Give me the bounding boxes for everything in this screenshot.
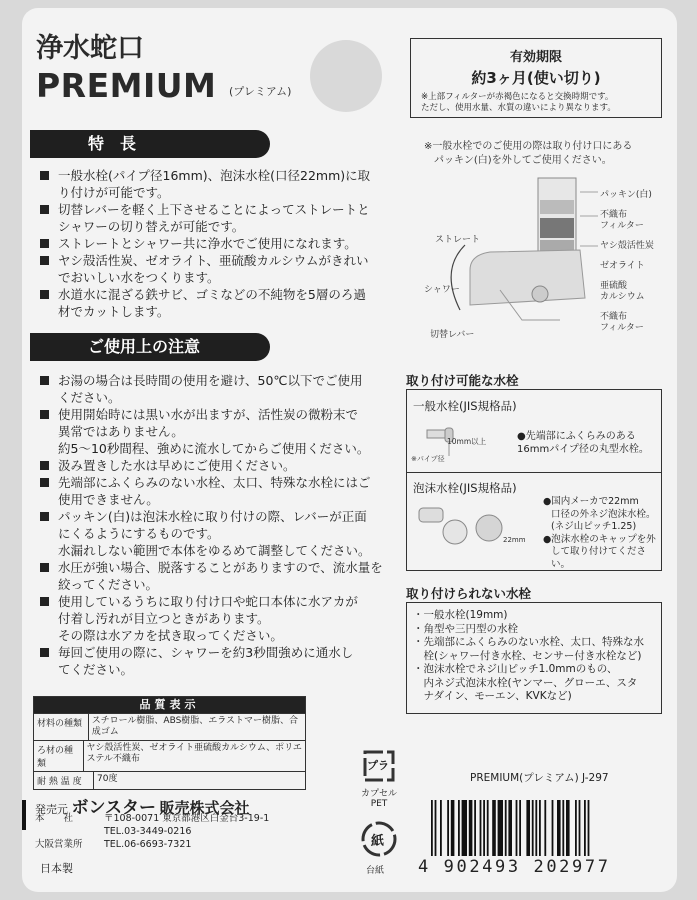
- barcode-bar: [483, 800, 485, 856]
- paper-label: 台紙: [366, 866, 385, 876]
- label-filter-1a: 不織布: [600, 210, 628, 220]
- barcode-bar: [458, 800, 460, 856]
- quality-row: [34, 713, 305, 740]
- honsha-tel: TEL.03-3449-0216: [104, 826, 192, 837]
- recycle-pla-text: プラ: [367, 759, 389, 772]
- quality-value: スチロール樹脂、ABS樹脂、エラストマー樹脂、合成ゴム: [91, 716, 299, 737]
- recycle-paper-mark: [360, 820, 398, 858]
- diagram-note: ※一般水栓でのご使用の際は取り付け口にある パッキン(白)を外してご使用ください。: [424, 141, 633, 166]
- barcode-digits: 4 902493 202977: [418, 857, 611, 877]
- list-item: ヤシ殻活性炭、ゼオライト、亜硫酸カルシウムがきれい: [38, 252, 398, 269]
- features-heading: 特 長: [30, 130, 270, 158]
- barcode-bar: [505, 800, 507, 856]
- barcode-bar: [557, 800, 561, 856]
- quality-row: [34, 771, 305, 789]
- list-item-continued: シャワーの切り替えが可能です。: [58, 219, 245, 234]
- list-item: 一般水栓(パイプ径16mm)、泡沫水栓(口径22mm)に取: [38, 167, 398, 184]
- made-in: 日本製: [40, 862, 73, 875]
- label-packing: パッキン(白): [600, 190, 652, 200]
- barcode: [425, 800, 653, 862]
- edge-mark: [22, 800, 26, 830]
- list-item: 汲み置きした水は早めにご使用ください。: [38, 457, 398, 474]
- barcode-bar: [579, 800, 581, 856]
- fit-divider: [407, 472, 661, 473]
- foam-desc: ●国内メーカで22mm 口径の外ネジ泡沫水栓。 (ネジ山ピッチ1.25) ●泡沫水栓のキャップを外 して取り付けてください。: [543, 496, 656, 570]
- quality-key: 耐 熱 温 度: [34, 772, 94, 789]
- label-filter-2a: 不織布: [600, 312, 628, 322]
- list-item-continued: にくるようにするものです。: [58, 526, 220, 541]
- expiry-value: 約3ヶ月(使い切り): [471, 69, 601, 87]
- list-item-continued: 使用できません。: [58, 492, 159, 507]
- barcode-bar: [544, 800, 546, 856]
- fit-general-heading: 一般水栓(JIS規格品): [413, 399, 517, 413]
- osaka-tel: TEL.06-6693-7321: [104, 839, 192, 850]
- barcode-bar: [535, 800, 537, 856]
- barcode-bar: [539, 800, 541, 856]
- barcode-bar: [498, 800, 503, 856]
- label-calcium-a: 亜硫酸: [600, 281, 628, 291]
- list-item-continued: り付けが可能です。: [58, 185, 170, 200]
- paper-text: 紙: [371, 834, 385, 849]
- barcode-bar: [519, 800, 521, 856]
- label-filter-1b: フィルター: [600, 221, 644, 231]
- general-dim: 10mm以上: [447, 437, 487, 446]
- osaka-label: 大阪営業所: [35, 839, 83, 850]
- list-item-continued: その際は水アカを拭き取ってください。: [58, 628, 283, 643]
- label-zeolite: ゼオライト: [600, 261, 645, 271]
- general-pipe-note: ※パイプ径: [411, 455, 445, 463]
- nofit-heading: 取り付けられない水栓: [406, 586, 532, 601]
- barcode-bar: [480, 800, 482, 856]
- fit-box: [406, 389, 662, 571]
- list-item: ストレートとシャワー共に浄水でご使用になれます。: [38, 235, 398, 252]
- list-item-continued: でおいしい水をつくります。: [58, 270, 220, 285]
- barcode-bar: [435, 800, 437, 856]
- list-item-continued: 異常ではありません。: [58, 424, 184, 439]
- barcode-bar: [447, 800, 449, 856]
- list-item: 使用しているうちに取り付け口や蛇口本体に水アカが: [38, 593, 398, 610]
- quality-key: ろ材の種類: [34, 741, 84, 771]
- barcode-bar: [508, 800, 512, 856]
- nofit-line: 栓(シャワー付き水栓、センサー付き水栓など): [413, 649, 642, 662]
- hanging-hole: [310, 40, 382, 112]
- barcode-bar: [451, 800, 455, 856]
- seller-suffix: 販売株式会社: [159, 799, 250, 817]
- quality-table: [33, 696, 306, 790]
- nofit-line: ・一般水栓(19mm): [413, 609, 508, 621]
- barcode-bar: [431, 800, 433, 856]
- quality-key: 材料の種類: [34, 714, 89, 740]
- list-item: 切替レバーを軽く上下させることによってストレートと: [38, 201, 398, 218]
- product-title: 浄水蛇口: [36, 33, 144, 64]
- barcode-bar: [474, 800, 476, 856]
- barcode-bar: [552, 800, 554, 856]
- label-coconut-carbon: ヤシ殻活性炭: [600, 241, 654, 251]
- general-desc: ●先端部にふくらみのある 16mmパイプ径の丸型水栓。: [517, 431, 649, 455]
- barcode-bar: [588, 800, 590, 856]
- label-calcium-b: カルシウム: [600, 292, 645, 302]
- nofit-line: 内ネジ式泡沫水栓(ヤンマー、グローエ、スタ: [413, 676, 638, 689]
- quality-value: 70度: [97, 774, 118, 784]
- filter-diagram: [410, 170, 670, 345]
- quality-heading: 品質表示: [34, 697, 305, 713]
- list-item-continued: てください。: [58, 662, 134, 677]
- barcode-bar: [562, 800, 564, 856]
- list-item-continued: 約5～10秒間程、強めに流水してからご使用ください。: [58, 441, 370, 456]
- barcode-bar: [487, 800, 489, 856]
- barcode-bar: [526, 800, 530, 856]
- nofit-box: [406, 602, 662, 714]
- barcode-bar: [440, 800, 442, 856]
- fit-heading: 取り付け可能な水栓: [406, 373, 519, 388]
- recycle-pla-mark: [357, 744, 401, 788]
- features-list: [38, 167, 398, 320]
- barcode-bar: [532, 800, 534, 856]
- product-subtitle-ruby: (プレミアム): [229, 85, 292, 98]
- list-item-continued: 材でカットします。: [58, 304, 170, 319]
- seller-prefix: 発売元: [35, 803, 68, 816]
- list-item: お湯の場合は長時間の使用を避け、50℃以下でご使用: [38, 372, 398, 389]
- expiry-box: [410, 38, 662, 118]
- barcode-bar: [575, 800, 577, 856]
- barcode-bar: [516, 800, 518, 856]
- product-subtitle: PREMIUM: [36, 66, 217, 105]
- seller-brand: ボンスター: [71, 798, 156, 818]
- barcode-bar: [566, 800, 570, 856]
- fit-foam-heading: 泡沫水栓(JIS規格品): [413, 481, 517, 495]
- barcode-bar: [462, 800, 467, 856]
- list-item-continued: 絞ってください。: [58, 577, 159, 592]
- nofit-line: ナダイン、モーエン、KVKなど): [413, 690, 572, 702]
- cautions-heading: ご使用上の注意: [30, 333, 270, 361]
- label-shower: シャワー: [424, 285, 460, 295]
- barcode-bar: [469, 800, 473, 856]
- nofit-line: ・先端部にふくらみのない水栓、太口、特殊な水: [413, 636, 644, 648]
- nofit-line: ・角型や三円型の水栓: [413, 622, 518, 635]
- foam-faucet-icon: [413, 498, 533, 558]
- quality-row: [34, 740, 305, 771]
- model-number: PREMIUM(プレミアム) J-297: [470, 772, 609, 784]
- label-lever: 切替レバー: [430, 330, 475, 340]
- quality-value: ヤシ殻活性炭、ゼオライト亜硫酸カルシウム、ポリエステル不織布: [86, 743, 302, 764]
- label-straight: ストレート: [435, 235, 481, 245]
- honsha-address: 〒108-0071 東京都港区白金台3-19-1: [104, 813, 270, 824]
- cautions-list: [38, 372, 398, 678]
- list-item-continued: 付着し汚れが目立つときがあります。: [58, 611, 270, 626]
- list-item: パッキン(白)は泡沫水栓に取り付けの際、レバーが正面: [38, 508, 398, 525]
- recycle-label: カプセル PET: [361, 789, 397, 809]
- barcode-bar: [492, 800, 496, 856]
- nofit-line: ・泡沫水栓でネジ山ピッチ1.0mmのもの、: [413, 663, 618, 675]
- list-item: 使用開始時には黒い水が出ますが、活性炭の微粉末で: [38, 406, 398, 423]
- expiry-heading: 有効期限: [509, 50, 562, 65]
- label-filter-2b: フィルター: [600, 323, 644, 333]
- expiry-note: ※上部フィルターが赤褐色になると交換時期です。 ただし、使用水量、水質の違いにより異なります。: [421, 92, 616, 113]
- foam-dim: 22mm: [503, 536, 526, 544]
- honsha-label: 本 社: [35, 813, 74, 824]
- list-item: 毎回ご使用の際に、シャワーを約3秒間強めに通水し: [38, 644, 398, 661]
- list-item: 水道水に混ざる鉄サビ、ゴミなどの不純物を5層のろ過: [38, 286, 398, 303]
- list-item: 先端部にふくらみのない水栓、太口、特殊な水栓にはご: [38, 474, 398, 491]
- barcode-bar: [584, 800, 586, 856]
- list-item-continued: 水漏れしない範囲で本体をゆるめて調整してください。: [58, 543, 371, 558]
- list-item: 水圧が強い場合、脱落することがありますので、流水量を: [38, 559, 398, 576]
- list-item-continued: ください。: [58, 390, 121, 405]
